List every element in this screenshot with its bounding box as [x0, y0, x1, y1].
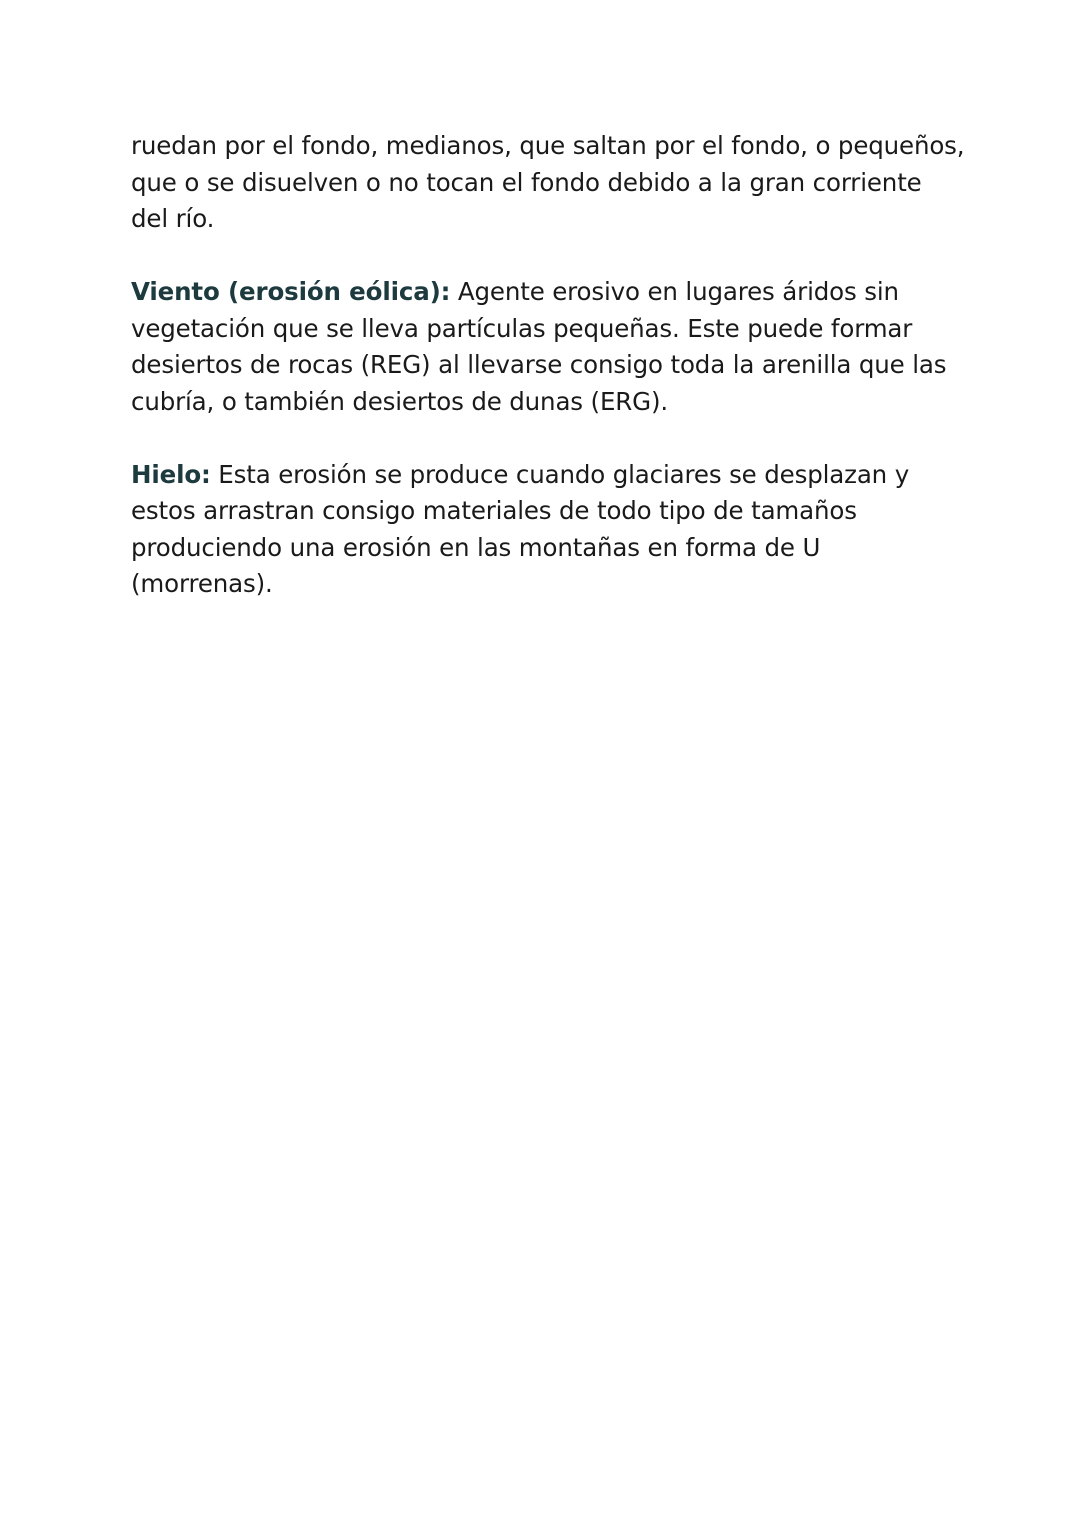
- text-line: [131, 274, 961, 311]
- paragraph-rio-continuation: [131, 128, 965, 238]
- text-fragment: Agente erosivo en lugares áridos sin: [450, 277, 899, 306]
- text-line: estos arrastran consigo materiales de todo tipo de tamaños: [131, 496, 857, 525]
- text-fragment: Esta erosión se produce cuando glaciares se desplazan y: [210, 459, 910, 489]
- paragraph-hielo: [131, 457, 961, 603]
- text-line: vegetación que se lleva partículas pequeñas. Este puede formar: [131, 313, 913, 343]
- term-viento: Viento (erosión eólica):: [131, 277, 451, 306]
- text-line: del río.: [131, 204, 215, 233]
- term-hielo: Hielo:: [131, 459, 211, 489]
- text-line: [131, 457, 961, 494]
- text-line: produciendo una erosión en las montañas en forma de U: [131, 532, 821, 562]
- text-line: (morrenas).: [131, 569, 273, 598]
- text-line: ruedan por el fondo, medianos, que saltan por el fondo, o pequeños,: [131, 131, 965, 160]
- text-line: que o se disuelven o no tocan el fondo debido a la gran corriente: [131, 167, 922, 197]
- paragraph-viento: [131, 274, 961, 420]
- text-line: desiertos de rocas (REG) al llevarse consigo toda la arenilla que las: [131, 350, 947, 379]
- document-body: [131, 128, 965, 639]
- text-line: cubría, o también desiertos de dunas (ERG).: [131, 386, 669, 416]
